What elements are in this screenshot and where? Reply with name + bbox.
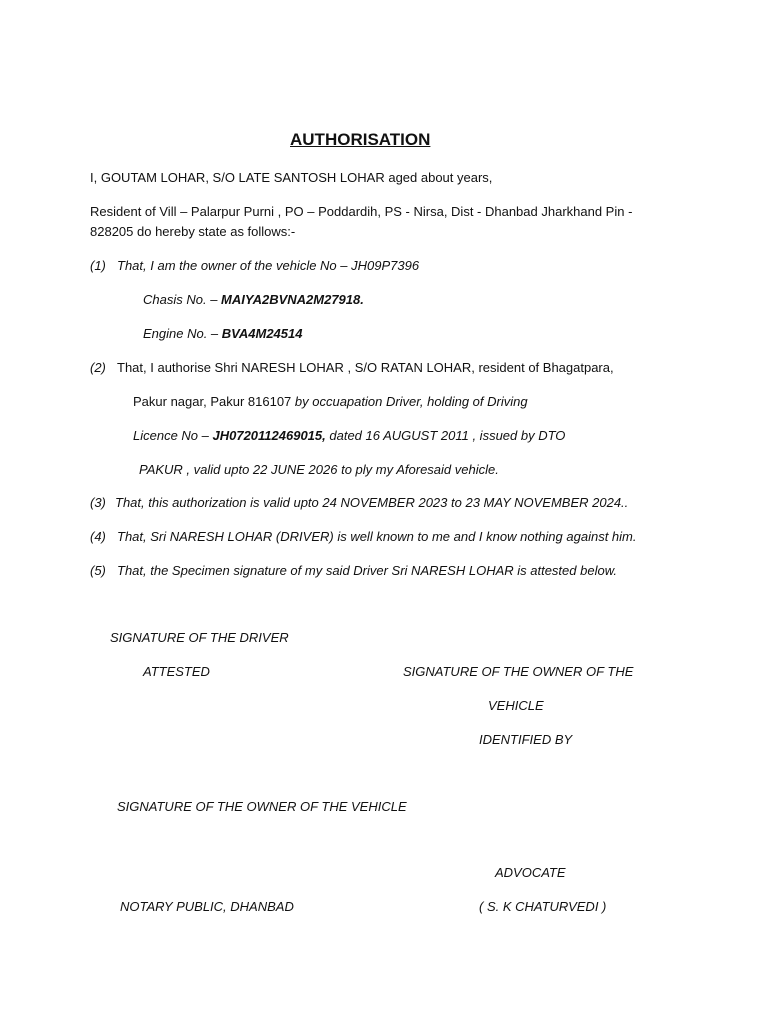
item-1-text: That, I am the owner of the vehicle No – JH09P7396 [117, 258, 420, 273]
engine-line [143, 326, 302, 342]
licence-line [133, 428, 565, 444]
item-5-number: (5) [90, 563, 106, 578]
item-4-number: (4) [90, 529, 106, 544]
item-2-line-2-plain: Pakur nagar, Pakur 816107 [133, 394, 295, 409]
intro-line-2: Resident of Vill – Palarpur Purni , PO – Poddardih, PS - Nirsa, Dist - Dhanbad Jharkhand Pin - [90, 204, 633, 219]
notary-public-label: NOTARY PUBLIC, DHANBAD [120, 899, 294, 914]
intro-line-3: 828205 do hereby state as follows:- [90, 224, 296, 239]
licence-label: Licence No – [133, 428, 213, 443]
item-3-number: (3) [90, 495, 106, 510]
advocate-name: ( S. K CHATURVEDI ) [479, 899, 607, 914]
item-2-line-2 [133, 394, 528, 410]
signature-owner-label-line-1: SIGNATURE OF THE OWNER OF THE [403, 664, 634, 679]
licence-rest: dated 16 AUGUST 2011 , issued by DTO [325, 428, 566, 443]
item-4-text: That, Sri NARESH LOHAR (DRIVER) is well known to me and I know nothing against him. [117, 529, 637, 544]
signature-owner-label-line-2: VEHICLE [488, 698, 544, 713]
licence-value: JH0720112469015, [212, 428, 326, 443]
identified-by-label: IDENTIFIED BY [479, 732, 573, 747]
attested-label: ATTESTED [143, 664, 210, 679]
advocate-label: ADVOCATE [495, 865, 566, 880]
document-title: AUTHORISATION [290, 130, 431, 149]
item-2-line-1: That, I authorise Shri NARESH LOHAR , S/O RATAN LOHAR, resident of Bhagatpara, [117, 360, 614, 375]
signature-driver-label: SIGNATURE OF THE DRIVER [110, 630, 289, 645]
item-1-number: (1) [90, 258, 106, 273]
signature-owner-vehicle-label: SIGNATURE OF THE OWNER OF THE VEHICLE [117, 799, 407, 814]
chasis-line [143, 292, 364, 308]
item-2-line-4: PAKUR , valid upto 22 JUNE 2026 to ply my Aforesaid vehicle. [139, 462, 499, 477]
engine-label: Engine No. – [143, 326, 222, 341]
item-2-line-2-italic: by occuapation Driver, holding of Driving [294, 394, 528, 409]
item-5-text: That, the Specimen signature of my said Driver Sri NARESH LOHAR is attested below. [117, 563, 617, 578]
chasis-value: MAIYA2BVNA2M27918. [221, 292, 364, 307]
item-3-text: That, this authorization is valid upto 24 NOVEMBER 2023 to 23 MAY NOVEMBER 2024.. [115, 495, 629, 510]
chasis-label: Chasis No. – [143, 292, 222, 307]
engine-value: BVA4M24514 [221, 326, 303, 341]
item-2-number: (2) [90, 360, 106, 375]
intro-line-1: I, GOUTAM LOHAR, S/O LATE SANTOSH LOHAR aged about years, [90, 170, 493, 185]
